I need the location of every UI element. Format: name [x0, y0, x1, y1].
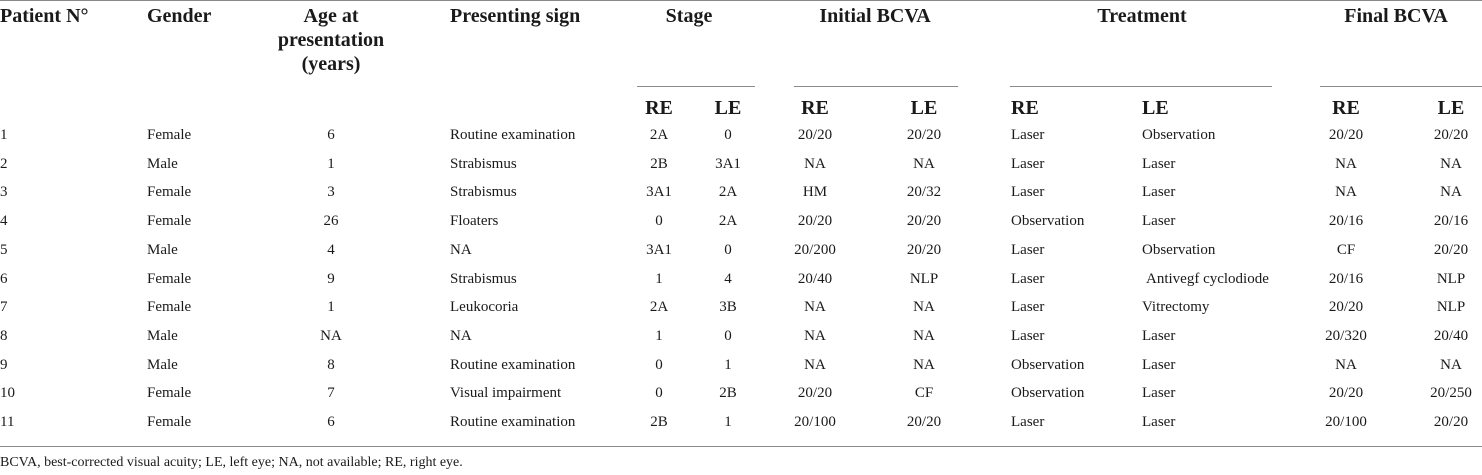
cell-final-re: 20/100	[1325, 414, 1367, 430]
header-age-line1: Age at	[303, 5, 359, 27]
cell-patient-number: 8	[0, 327, 8, 344]
header-initial-bcva: Initial BCVA	[819, 5, 931, 27]
cell-initial-le: NA	[913, 299, 935, 316]
cell-patient-number: 6	[0, 270, 8, 287]
cell-treatment-re: Laser	[1011, 299, 1045, 316]
cell-stage-le: 1	[724, 356, 732, 373]
cell-treatment-re: Laser	[1011, 155, 1045, 172]
cell-patient-number: 1	[0, 127, 8, 143]
cell-initial-re: NA	[804, 327, 826, 344]
cell-gender: Female	[147, 299, 192, 316]
cell-stage-le: 2B	[719, 385, 737, 402]
cell-final-le: 20/20	[1433, 241, 1469, 258]
cell-final-le: 20/40	[1433, 327, 1469, 344]
subheader-initial-le: LE	[910, 97, 938, 119]
cell-age: 4	[327, 241, 335, 258]
cell-initial-le: 20/20	[906, 127, 942, 143]
cell-age: 1	[327, 299, 335, 316]
cell-initial-le: NA	[913, 356, 935, 373]
cell-final-re: 20/20	[1328, 299, 1364, 316]
cell-gender: Female	[147, 127, 192, 143]
cell-gender: Female	[147, 385, 192, 402]
cell-gender: Male	[147, 356, 178, 373]
cell-presenting-sign: NA	[450, 241, 472, 258]
cell-presenting-sign: NA	[450, 327, 472, 344]
cell-presenting-sign: Visual impairment	[450, 385, 562, 402]
cell-stage-re: 0	[655, 356, 663, 373]
cell-gender: Female	[147, 270, 192, 287]
cell-stage-re: 0	[655, 213, 663, 230]
cell-patient-number: 9	[0, 356, 8, 373]
header-treatment: Treatment	[1097, 5, 1187, 27]
cell-initial-re: 20/20	[797, 385, 833, 402]
cell-final-re: NA	[1335, 184, 1357, 201]
cell-initial-re: 20/40	[797, 270, 833, 287]
cell-patient-number: 4	[0, 213, 8, 230]
header-age-line2: presentation	[277, 29, 385, 51]
cell-stage-le: 1	[724, 414, 732, 430]
cell-presenting-sign: Routine examination	[450, 356, 576, 373]
cell-age: 7	[327, 385, 335, 402]
cell-treatment-le: Laser	[1142, 385, 1176, 402]
cell-initial-le: 20/20	[906, 241, 942, 258]
cell-final-le: NLP	[1436, 299, 1466, 316]
cell-treatment-re: Observation	[1011, 385, 1085, 402]
cell-stage-le: 0	[724, 127, 732, 143]
cell-stage-re: 2B	[650, 414, 668, 430]
cell-treatment-le: Laser	[1142, 327, 1176, 344]
cell-age: 26	[323, 213, 339, 230]
table-top-rule	[0, 0, 1482, 1]
stage-group-rule	[637, 86, 755, 87]
cell-final-re: 20/20	[1328, 127, 1364, 143]
cell-age: NA	[320, 327, 342, 344]
cell-final-re: 20/20	[1328, 385, 1364, 402]
cell-treatment-le: Laser	[1142, 184, 1176, 201]
cell-presenting-sign: Strabismus	[450, 155, 517, 172]
subheader-final-le: LE	[1437, 97, 1465, 119]
cell-treatment-le: Observation	[1142, 241, 1216, 258]
cell-gender: Female	[147, 184, 192, 201]
cell-treatment-re: Laser	[1011, 327, 1045, 344]
cell-stage-re: 0	[655, 385, 663, 402]
cell-patient-number: 11	[0, 414, 15, 430]
cell-stage-re: 1	[655, 327, 663, 344]
subheader-treatment-le: LE	[1142, 97, 1169, 119]
treatment-group-rule	[1010, 86, 1272, 87]
cell-final-le: 20/20	[1433, 127, 1469, 143]
initial-group-rule	[794, 86, 958, 87]
cell-initial-re: 20/200	[794, 241, 836, 258]
header-stage: Stage	[665, 5, 713, 27]
cell-final-le: 20/16	[1433, 213, 1469, 230]
cell-stage-le: 2A	[718, 213, 738, 230]
cell-stage-le: 2A	[718, 184, 738, 201]
cell-initial-re: 20/20	[797, 213, 833, 230]
cell-initial-le: 20/20	[906, 414, 942, 430]
cell-stage-le: 3B	[719, 299, 737, 316]
subheader-stage-re: RE	[645, 97, 673, 119]
cell-presenting-sign: Leukocoria	[450, 299, 519, 316]
cell-patient-number: 5	[0, 241, 8, 258]
cell-treatment-re: Laser	[1011, 414, 1045, 430]
cell-initial-le: 20/20	[906, 213, 942, 230]
cell-final-le: 20/250	[1430, 385, 1472, 402]
cell-age: 1	[327, 155, 335, 172]
cell-treatment-le: Vitrectomy	[1142, 299, 1210, 316]
cell-final-le: NA	[1440, 184, 1462, 201]
cell-treatment-le: Antivegf cyclodiode	[1146, 270, 1269, 287]
cell-age: 6	[327, 127, 335, 143]
cell-final-re: 20/16	[1328, 213, 1364, 230]
cell-gender: Female	[147, 213, 192, 230]
cell-gender: Male	[147, 327, 178, 344]
cell-treatment-le: Laser	[1142, 213, 1176, 230]
table-bottom-rule	[0, 446, 1482, 447]
cell-initial-re: NA	[804, 155, 826, 172]
cell-final-re: CF	[1336, 241, 1356, 258]
final-group-rule	[1320, 86, 1482, 87]
header-final-bcva: Final BCVA	[1344, 5, 1448, 27]
cell-patient-number: 2	[0, 155, 8, 172]
cell-final-re: 20/16	[1328, 270, 1364, 287]
cell-initial-re: 20/100	[794, 414, 836, 430]
subheader-initial-re: RE	[801, 97, 829, 119]
cell-stage-re: 3A1	[646, 184, 672, 201]
cell-final-le: 20/20	[1433, 414, 1469, 430]
cell-treatment-re: Laser	[1011, 270, 1045, 287]
cell-treatment-re: Observation	[1011, 356, 1085, 373]
cell-treatment-le: Observation	[1142, 127, 1216, 143]
cell-initial-le: NA	[913, 155, 935, 172]
cell-treatment-le: Laser	[1142, 414, 1176, 430]
cell-age: 8	[327, 356, 335, 373]
cell-final-le: NLP	[1436, 270, 1466, 287]
cell-initial-re: NA	[804, 356, 826, 373]
cell-patient-number: 10	[0, 385, 15, 402]
cell-treatment-re: Observation	[1011, 213, 1085, 230]
cell-initial-re: HM	[802, 184, 828, 201]
subheader-treatment-re: RE	[1011, 97, 1039, 119]
cell-stage-le: 3A1	[715, 155, 741, 172]
cell-treatment-re: Laser	[1011, 184, 1045, 201]
cell-age: 3	[327, 184, 335, 201]
cell-initial-re: NA	[804, 299, 826, 316]
cell-initial-le: NLP	[909, 270, 939, 287]
cell-stage-re: 2A	[649, 127, 669, 143]
cell-stage-re: 3A1	[646, 241, 672, 258]
header-age-line3: (years)	[301, 53, 361, 75]
header-patient: Patient N°	[0, 5, 89, 27]
cell-final-re: 20/320	[1325, 327, 1367, 344]
cell-final-re: NA	[1335, 356, 1357, 373]
cell-initial-le: 20/32	[906, 184, 942, 201]
cell-final-le: NA	[1440, 356, 1462, 373]
cell-treatment-re: Laser	[1011, 241, 1045, 258]
header-presenting-sign: Presenting sign	[450, 5, 581, 27]
cell-gender: Male	[147, 241, 178, 258]
subheader-stage-le: LE	[714, 97, 742, 119]
cell-treatment-le: Laser	[1142, 155, 1176, 172]
cell-stage-le: 4	[724, 270, 732, 287]
cell-initial-le: CF	[914, 385, 934, 402]
table-footnote: BCVA, best-corrected visual acuity; LE, left eye; NA, not available; RE, right eye.	[0, 455, 463, 470]
cell-treatment-re: Laser	[1011, 127, 1045, 143]
header-gender: Gender	[147, 5, 212, 27]
cell-treatment-le: Laser	[1142, 356, 1176, 373]
subheader-final-re: RE	[1332, 97, 1360, 119]
cell-initial-le: NA	[913, 327, 935, 344]
cell-presenting-sign: Routine examination	[450, 414, 576, 430]
cell-gender: Male	[147, 155, 178, 172]
cell-stage-le: 0	[724, 327, 732, 344]
cell-presenting-sign: Floaters	[450, 213, 499, 230]
cell-patient-number: 7	[0, 299, 8, 316]
cell-age: 9	[327, 270, 335, 287]
cell-gender: Female	[147, 414, 192, 430]
cell-final-re: NA	[1335, 155, 1357, 172]
cell-age: 6	[327, 414, 335, 430]
cell-presenting-sign: Routine examination	[450, 127, 576, 143]
cell-initial-re: 20/20	[797, 127, 833, 143]
cell-patient-number: 3	[0, 184, 8, 201]
cell-stage-re: 1	[655, 270, 663, 287]
cell-stage-le: 0	[724, 241, 732, 258]
cell-presenting-sign: Strabismus	[450, 184, 517, 201]
cell-presenting-sign: Strabismus	[450, 270, 517, 287]
cell-stage-re: 2B	[650, 155, 668, 172]
cell-final-le: NA	[1440, 155, 1462, 172]
cell-stage-re: 2A	[649, 299, 669, 316]
